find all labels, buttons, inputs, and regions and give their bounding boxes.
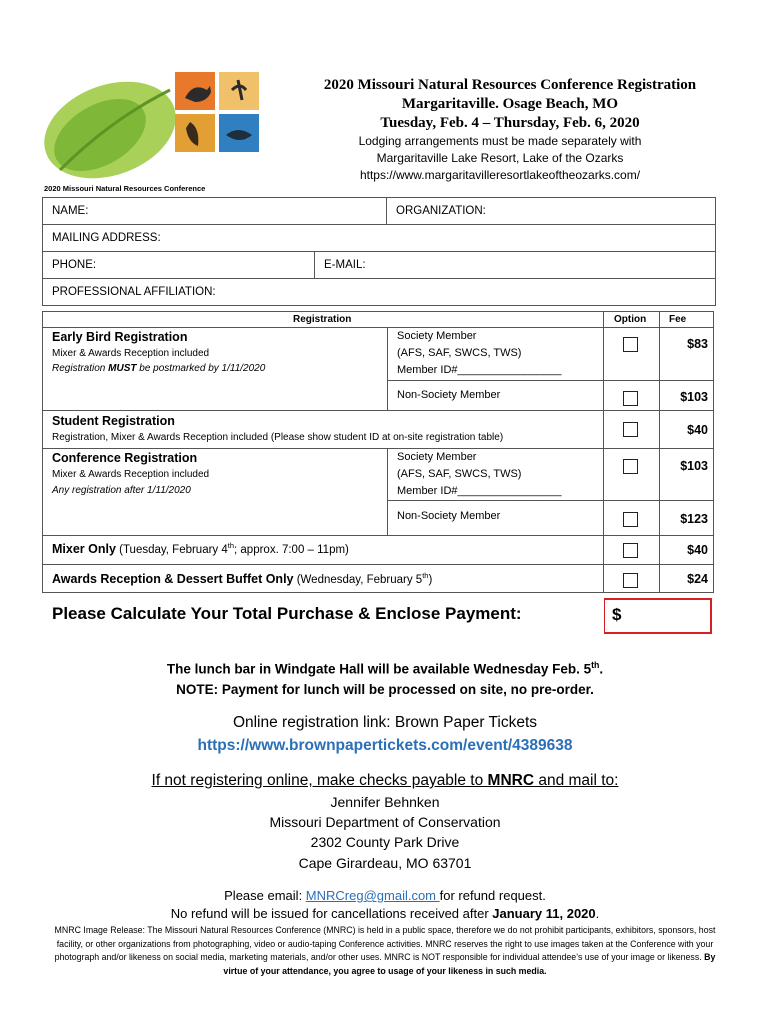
conference-logo — [40, 60, 275, 185]
society-list: (AFS, SAF, SWCS, TWS) — [397, 468, 522, 480]
early-society-fee: $83 — [687, 337, 708, 351]
early-bird-note: Mixer & Awards Reception included — [52, 348, 210, 359]
dates-line: Tuesday, Feb. 4 – Thursday, Feb. 6, 2020 — [380, 115, 640, 131]
early-bird-deadline: Registration MUST be postmarked by 1/11/2020 — [52, 363, 266, 374]
name-field[interactable] — [43, 198, 386, 224]
phone-label: PHONE: — [52, 259, 97, 271]
col-header-option: Option — [614, 314, 647, 325]
mail-street: 2302 County Park Drive — [310, 834, 460, 850]
online-registration-text: Online registration link: Brown Paper Tickets — [232, 714, 538, 731]
lodging-line-2: Margaritaville Lake Resort, Lake of the Ozarks — [376, 151, 624, 165]
student-checkbox[interactable] — [623, 422, 638, 437]
info-row-phone — [43, 252, 715, 279]
registration-link[interactable]: https://www.brownpapertickets.com/event/4389638 — [197, 737, 573, 754]
mail-recipient: Jennifer Behnken — [330, 794, 440, 810]
mail-city: Cape Girardeau, MO 63701 — [298, 855, 472, 871]
society-list: (AFS, SAF, SWCS, TWS) — [397, 347, 522, 359]
mailing-address-field[interactable] — [43, 225, 715, 251]
society-member-label: Society Member — [397, 451, 477, 463]
conference-note: Mixer & Awards Reception included — [52, 469, 210, 480]
logo-caption: 2020 Missouri Natural Resources Conference — [44, 184, 206, 193]
col-header-fee: Fee — [669, 314, 687, 325]
venue-line: Margaritaville. Osage Beach, MO — [401, 96, 619, 112]
member-id-field[interactable]: Member ID#_________________ — [397, 364, 562, 376]
conf-non-society-fee: $123 — [680, 512, 708, 526]
total-dollar-sign: $ — [612, 605, 622, 624]
lodging-line-1: Lodging arrangements must be made separately with — [358, 134, 642, 148]
conference-title: Conference Registration — [52, 451, 198, 465]
refund-email-line: Please email: MNRCreg@gmail.com for refund request. — [224, 888, 546, 903]
email-field[interactable] — [314, 252, 715, 278]
page-title: 2020 Missouri Natural Resources Conference Registration — [323, 77, 697, 93]
conf-society-fee: $103 — [680, 459, 708, 473]
affiliation-label: PROFESSIONAL AFFILIATION: — [52, 286, 216, 298]
organization-label: ORGANIZATION: — [396, 205, 486, 217]
info-row-mailing — [43, 225, 715, 252]
info-row-name — [43, 198, 715, 225]
non-society-label: Non-Society Member — [397, 389, 501, 401]
mailing-address-label: MAILING ADDRESS: — [52, 232, 161, 244]
member-id-field[interactable]: Member ID#_________________ — [397, 485, 562, 497]
mixer-checkbox[interactable] — [623, 543, 638, 558]
lunch-notice: The lunch bar in Windgate Hall will be available Wednesday Feb. 5th. — [166, 660, 604, 677]
name-label: NAME: — [52, 205, 89, 217]
organization-field[interactable] — [386, 198, 715, 224]
email-label: E-MAIL: — [324, 259, 366, 271]
conf-society-checkbox[interactable] — [623, 459, 638, 474]
society-member-label: Society Member — [397, 330, 477, 342]
mixer-row-label: Mixer Only (Tuesday, February 4th; approx. 7:00 – 11pm) — [52, 541, 349, 556]
early-non-society-checkbox[interactable] — [623, 391, 638, 406]
info-row-affiliation — [43, 279, 715, 305]
lunch-payment-note: NOTE: Payment for lunch will be processed on site, no pre-order. — [176, 682, 594, 697]
non-society-label: Non-Society Member — [397, 510, 501, 522]
conf-non-society-checkbox[interactable] — [623, 512, 638, 527]
student-title: Student Registration — [52, 414, 175, 428]
affiliation-field[interactable] — [43, 279, 715, 305]
phone-field[interactable] — [43, 252, 314, 278]
refund-email-link[interactable]: MNRCreg@gmail.com — [305, 888, 440, 903]
awards-fee: $24 — [687, 572, 708, 586]
contact-info-table — [42, 197, 716, 306]
image-release: MNRC Image Release: The Missouri Natural Resources Conference (MNRC) is held in a public space, therefore we do not prohibit participants, exhibitors, sponsors, host facility, or other organizations from photographing, video or audio-taping Conference activities. MNRC reserves the right to use images taken at the Conference with your photograph and/or likeness on social media, marketing materials, and/or other uses. MNRC is NOT responsible for individual attendee’s use of your image or likeness. By virtue of your attendance, you agree to usage of your likeness in such media. — [54, 925, 716, 976]
awards-row-label: Awards Reception & Dessert Buffet Only (Wednesday, February 5th) — [52, 571, 433, 586]
col-header-registration: Registration — [293, 314, 352, 325]
registration-table — [42, 311, 714, 593]
conference-after: Any registration after 1/11/2020 — [52, 485, 191, 496]
awards-checkbox[interactable] — [623, 573, 638, 588]
student-fee: $40 — [687, 423, 708, 437]
early-non-society-fee: $103 — [680, 390, 708, 404]
lodging-url: https://www.margaritavilleresortlakeoftheozarks.com/ — [359, 168, 641, 182]
early-society-checkbox[interactable] — [623, 337, 638, 352]
early-bird-title: Early Bird Registration — [52, 330, 188, 344]
refund-policy: No refund will be issued for cancellations received after January 11, 2020. — [170, 906, 600, 921]
total-label: Please Calculate Your Total Purchase & Enclose Payment: — [52, 604, 522, 623]
mixer-fee: $40 — [687, 543, 708, 557]
mail-instructions: If not registering online, make checks payable to MNRC and mail to: — [151, 772, 619, 789]
student-note: Registration, Mixer & Awards Reception included (Please show student ID at on-site registration table) — [52, 432, 504, 443]
mail-department: Missouri Department of Conservation — [269, 814, 501, 830]
